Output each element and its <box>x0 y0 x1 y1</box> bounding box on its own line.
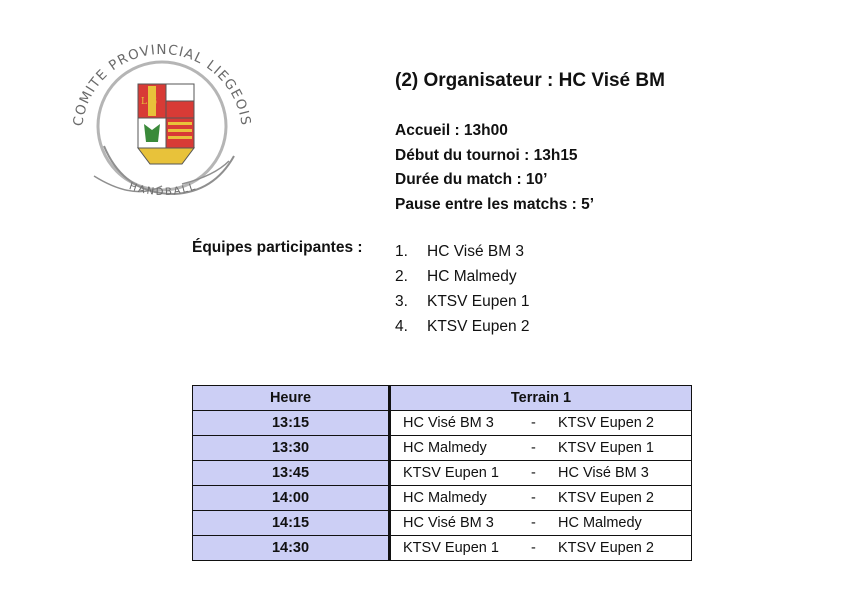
table-row <box>193 486 692 511</box>
match-cell <box>390 461 692 486</box>
home-team: HC Malmedy <box>403 490 487 506</box>
home-team: KTSV Eupen 1 <box>403 465 499 481</box>
crest-shield-icon <box>138 84 194 164</box>
logo-text-top: COMITE PROVINCIAL LIEGEOIS <box>70 42 254 128</box>
home-team: HC Malmedy <box>403 440 487 456</box>
table-row <box>193 411 692 436</box>
tournament-info <box>395 119 594 217</box>
info-start: Début du tournoi : 13h15 <box>395 146 578 164</box>
team-name: KTSV Eupen 2 <box>427 318 530 335</box>
team-number: 2. <box>395 268 408 285</box>
logo-text-bottom: HANDBALL <box>127 181 199 199</box>
away-team: KTSV Eupen 2 <box>558 415 654 431</box>
info-welcome: Accueil : 13h00 <box>395 122 508 139</box>
away-team: HC Visé BM 3 <box>558 465 649 481</box>
team-name: HC Malmedy <box>427 268 517 285</box>
header-field: Terrain 1 <box>390 386 692 411</box>
list-item <box>395 314 530 339</box>
separator: - <box>531 465 536 481</box>
separator: - <box>531 490 536 506</box>
info-pause: Pause entre les matchs : 5’ <box>395 195 595 213</box>
table-header-row <box>193 386 692 411</box>
match-cell <box>390 511 692 536</box>
team-number: 3. <box>395 293 408 310</box>
list-item <box>395 239 530 264</box>
home-team: HC Visé BM 3 <box>403 415 494 431</box>
teams-label: Équipes participantes : <box>192 239 363 256</box>
handball-emblem-icon <box>64 26 260 216</box>
team-name: KTSV Eupen 1 <box>427 293 530 310</box>
home-team: HC Visé BM 3 <box>403 515 494 531</box>
header-time: Heure <box>193 386 390 411</box>
separator: - <box>531 440 536 456</box>
list-item <box>395 264 530 289</box>
table-row <box>193 436 692 461</box>
team-number: 1. <box>395 243 408 260</box>
match-schedule-table <box>192 385 692 561</box>
crest-letters: L G <box>141 97 158 107</box>
match-time: 14:15 <box>193 511 390 536</box>
away-team: KTSV Eupen 1 <box>558 440 654 456</box>
svg-text:HANDBALL <box>128 181 199 198</box>
separator: - <box>531 415 536 431</box>
match-time: 13:15 <box>193 411 390 436</box>
match-time: 13:30 <box>193 436 390 461</box>
away-team: KTSV Eupen 2 <box>558 490 654 506</box>
separator: - <box>531 540 536 556</box>
home-team: KTSV Eupen 1 <box>403 540 499 556</box>
committee-logo <box>64 26 260 216</box>
match-cell <box>390 486 692 511</box>
separator: - <box>531 515 536 531</box>
list-item <box>395 289 530 314</box>
match-time: 14:30 <box>193 536 390 561</box>
team-number: 4. <box>395 318 408 335</box>
info-duration: Durée du match : 10’ <box>395 171 548 188</box>
table-row <box>193 461 692 486</box>
match-time: 14:00 <box>193 486 390 511</box>
match-cell <box>390 536 692 561</box>
match-time: 13:45 <box>193 461 390 486</box>
match-cell <box>390 436 692 461</box>
teams-list <box>395 239 530 339</box>
away-team: KTSV Eupen 2 <box>558 540 654 556</box>
table-row <box>193 536 692 561</box>
match-cell <box>390 411 692 436</box>
table-row <box>193 511 692 536</box>
away-team: HC Malmedy <box>558 515 642 531</box>
team-name: HC Visé BM 3 <box>427 243 525 260</box>
page-title: (2) Organisateur : HC Visé BM <box>395 70 665 91</box>
